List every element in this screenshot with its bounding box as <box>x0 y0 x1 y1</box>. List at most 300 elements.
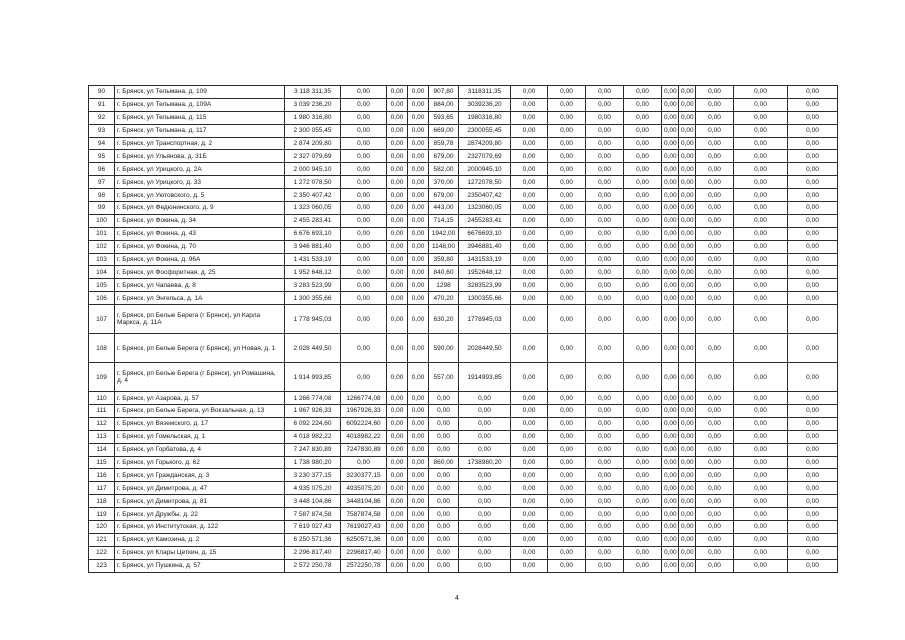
value-cell: 3448104,86 <box>341 495 387 508</box>
value-cell: 0,00 <box>511 240 548 253</box>
value-cell: 0,00 <box>586 392 624 405</box>
value-cell: 0,00 <box>387 456 408 469</box>
row-number-cell: 102 <box>89 240 115 253</box>
value-cell: 0,00 <box>696 98 734 111</box>
value-cell: 0,00 <box>387 189 408 202</box>
value-cell: 0,00 <box>679 430 696 443</box>
address-cell: г. Брянск, ул Камозина, д. 2 <box>115 533 285 546</box>
value-cell: 0,00 <box>548 202 586 215</box>
value-cell: 0,00 <box>408 482 429 495</box>
value-cell: 0,00 <box>511 86 548 99</box>
address-cell: г. Брянск, рп Белые Берега (г Брянск), ул Карла Маркса, д. 11А <box>115 305 285 334</box>
value-cell: 1323060,05 <box>459 202 511 215</box>
value-cell: 0,00 <box>387 334 408 363</box>
value-cell: 0,00 <box>788 469 838 482</box>
table-row <box>89 266 838 279</box>
value-cell: 0,00 <box>408 86 429 99</box>
table-row <box>89 227 838 240</box>
value-cell: 6250571,36 <box>341 533 387 546</box>
value-cell: 7247830,89 <box>341 443 387 456</box>
address-cell: г. Брянск, ул Уютовского, д. 5 <box>115 189 285 202</box>
value-cell: 0,00 <box>387 430 408 443</box>
value-cell: 0,00 <box>696 305 734 334</box>
value-cell: 0,00 <box>788 334 838 363</box>
value-cell: 0,00 <box>788 266 838 279</box>
value-cell: 470,20 <box>429 292 459 305</box>
address-cell: г. Брянск, ул Чапаева, д. 8 <box>115 279 285 292</box>
value-cell: 0,00 <box>387 508 408 521</box>
value-cell: 3 118 311,35 <box>285 86 341 99</box>
value-cell: 0,00 <box>586 124 624 137</box>
value-cell: 0,00 <box>408 266 429 279</box>
value-cell: 3 039 236,20 <box>285 98 341 111</box>
value-cell: 2000945,10 <box>459 163 511 176</box>
row-number-cell: 106 <box>89 292 115 305</box>
address-cell: г. Брянск, ул Транспортная, д. 2 <box>115 137 285 150</box>
address-cell: г. Брянск, ул Тельмана, д. 117 <box>115 124 285 137</box>
value-cell: 0,00 <box>548 227 586 240</box>
address-cell: г. Брянск, рп Белые Берега, ул Вокзальная, д. 13 <box>115 405 285 418</box>
value-cell: 0,00 <box>662 546 679 559</box>
value-cell: 0,00 <box>788 482 838 495</box>
value-cell: 0,00 <box>387 266 408 279</box>
value-cell: 0,00 <box>624 111 662 124</box>
value-cell: 0,00 <box>662 189 679 202</box>
value-cell: 0,00 <box>696 533 734 546</box>
value-cell: 0,00 <box>511 111 548 124</box>
value-cell: 0,00 <box>624 150 662 163</box>
value-cell: 0,00 <box>679 456 696 469</box>
value-cell: 0,00 <box>408 334 429 363</box>
value-cell: 0,00 <box>387 124 408 137</box>
value-cell: 0,00 <box>696 214 734 227</box>
row-number-cell: 108 <box>89 334 115 363</box>
table-row <box>89 137 838 150</box>
value-cell: 0,00 <box>734 98 788 111</box>
value-cell: 0,00 <box>511 124 548 137</box>
value-cell: 0,00 <box>679 189 696 202</box>
value-cell: 0,00 <box>511 227 548 240</box>
value-cell: 0,00 <box>734 334 788 363</box>
value-cell: 0,00 <box>341 163 387 176</box>
value-cell: 0,00 <box>788 279 838 292</box>
value-cell: 0,00 <box>788 124 838 137</box>
value-cell: 0,00 <box>662 495 679 508</box>
table-row <box>89 392 838 405</box>
value-cell: 0,00 <box>429 443 459 456</box>
value-cell: 0,00 <box>459 495 511 508</box>
value-cell: 6676693,10 <box>459 227 511 240</box>
value-cell: 0,00 <box>408 546 429 559</box>
value-cell: 3039236,20 <box>459 98 511 111</box>
value-cell: 1942,00 <box>429 227 459 240</box>
value-cell: 0,00 <box>586 111 624 124</box>
value-cell: 0,00 <box>459 417 511 430</box>
value-cell: 0,00 <box>548 443 586 456</box>
value-cell: 0,00 <box>548 266 586 279</box>
value-cell: 0,00 <box>788 227 838 240</box>
value-cell: 590,00 <box>429 334 459 363</box>
value-cell: 0,00 <box>511 137 548 150</box>
value-cell: 0,00 <box>662 124 679 137</box>
value-cell: 0,00 <box>586 292 624 305</box>
value-cell: 0,00 <box>511 334 548 363</box>
value-cell: 0,00 <box>679 305 696 334</box>
value-cell: 0,00 <box>734 266 788 279</box>
value-cell: 0,00 <box>408 469 429 482</box>
value-cell: 0,00 <box>662 469 679 482</box>
value-cell: 0,00 <box>408 253 429 266</box>
value-cell: 0,00 <box>511 521 548 534</box>
value-cell: 0,00 <box>511 533 548 546</box>
value-cell: 0,00 <box>387 305 408 334</box>
value-cell: 0,00 <box>511 163 548 176</box>
value-cell: 0,00 <box>586 495 624 508</box>
value-cell: 0,00 <box>387 405 408 418</box>
value-cell: 0,00 <box>624 305 662 334</box>
value-cell: 0,00 <box>586 559 624 572</box>
value-cell: 0,00 <box>429 482 459 495</box>
value-cell: 0,00 <box>662 305 679 334</box>
value-cell: 0,00 <box>511 546 548 559</box>
value-cell: 4935075,20 <box>341 482 387 495</box>
value-cell: 0,00 <box>511 279 548 292</box>
value-cell: 0,00 <box>679 521 696 534</box>
value-cell: 0,00 <box>341 124 387 137</box>
value-cell: 0,00 <box>586 546 624 559</box>
value-cell: 0,00 <box>734 240 788 253</box>
value-cell: 2455283,41 <box>459 214 511 227</box>
value-cell: 0,00 <box>788 417 838 430</box>
value-cell: 0,00 <box>696 176 734 189</box>
value-cell: 0,00 <box>586 482 624 495</box>
value-cell: 0,00 <box>662 521 679 534</box>
value-cell: 0,00 <box>734 508 788 521</box>
row-number-cell: 104 <box>89 266 115 279</box>
value-cell: 1 266 774,08 <box>285 392 341 405</box>
address-cell: г. Брянск, ул Энгельса, д. 1А <box>115 292 285 305</box>
value-cell: 0,00 <box>679 334 696 363</box>
value-cell: 0,00 <box>662 430 679 443</box>
value-cell: 0,00 <box>734 392 788 405</box>
value-cell: 2 350 407,42 <box>285 189 341 202</box>
value-cell: 0,00 <box>548 124 586 137</box>
value-cell: 0,00 <box>734 176 788 189</box>
value-cell: 0,00 <box>679 253 696 266</box>
value-cell: 0,00 <box>548 546 586 559</box>
value-cell: 0,00 <box>408 559 429 572</box>
value-cell: 0,00 <box>408 240 429 253</box>
value-cell: 0,00 <box>586 334 624 363</box>
value-cell: 0,00 <box>679 163 696 176</box>
value-cell: 0,00 <box>387 392 408 405</box>
value-cell: 0,00 <box>788 495 838 508</box>
table-row <box>89 405 838 418</box>
row-number-cell: 120 <box>89 521 115 534</box>
value-cell: 630,20 <box>429 305 459 334</box>
value-cell: 0,00 <box>586 150 624 163</box>
value-cell: 370,00 <box>429 176 459 189</box>
value-cell: 0,00 <box>696 150 734 163</box>
value-cell: 0,00 <box>511 253 548 266</box>
value-cell: 0,00 <box>679 86 696 99</box>
value-cell: 0,00 <box>429 392 459 405</box>
value-cell: 3230377,15 <box>341 469 387 482</box>
value-cell: 0,00 <box>341 227 387 240</box>
value-cell: 0,00 <box>624 266 662 279</box>
value-cell: 0,00 <box>459 508 511 521</box>
value-cell: 0,00 <box>734 137 788 150</box>
value-cell: 0,00 <box>788 392 838 405</box>
value-cell: 0,00 <box>734 227 788 240</box>
value-cell: 6 092 224,60 <box>285 417 341 430</box>
row-number-cell: 94 <box>89 137 115 150</box>
value-cell: 0,00 <box>734 253 788 266</box>
value-cell: 0,00 <box>586 189 624 202</box>
table-row <box>89 189 838 202</box>
value-cell: 0,00 <box>734 546 788 559</box>
value-cell: 0,00 <box>511 202 548 215</box>
value-cell: 0,00 <box>679 240 696 253</box>
value-cell: 0,00 <box>548 176 586 189</box>
value-cell: 0,00 <box>548 292 586 305</box>
value-cell: 0,00 <box>387 214 408 227</box>
value-cell: 0,00 <box>586 163 624 176</box>
value-cell: 0,00 <box>548 508 586 521</box>
value-cell: 0,00 <box>387 546 408 559</box>
value-cell: 0,00 <box>624 98 662 111</box>
value-cell: 2350407,42 <box>459 189 511 202</box>
value-cell: 0,00 <box>624 137 662 150</box>
row-number-cell: 122 <box>89 546 115 559</box>
value-cell: 0,00 <box>788 150 838 163</box>
value-cell: 0,00 <box>387 137 408 150</box>
value-cell: 0,00 <box>511 559 548 572</box>
value-cell: 0,00 <box>679 176 696 189</box>
value-cell: 4 935 075,20 <box>285 482 341 495</box>
address-cell: г. Брянск, ул Гражданская, д. 3 <box>115 469 285 482</box>
value-cell: 0,00 <box>387 176 408 189</box>
value-cell: 0,00 <box>548 417 586 430</box>
value-cell: 0,00 <box>624 253 662 266</box>
address-cell: г. Брянск, ул Димитрова, д. 81 <box>115 495 285 508</box>
value-cell: 0,00 <box>387 521 408 534</box>
value-cell: 0,00 <box>696 495 734 508</box>
value-cell: 0,00 <box>586 443 624 456</box>
address-cell: г. Брянск, ул Фокина, д. 34 <box>115 214 285 227</box>
value-cell: 0,00 <box>548 98 586 111</box>
table-row <box>89 279 838 292</box>
value-cell: 0,00 <box>548 279 586 292</box>
value-cell: 0,00 <box>788 163 838 176</box>
value-cell: 0,00 <box>511 495 548 508</box>
value-cell: 0,00 <box>586 430 624 443</box>
value-cell: 0,00 <box>679 266 696 279</box>
value-cell: 1967926,33 <box>341 405 387 418</box>
address-cell: г. Брянск, ул Урицкого, д. 2А <box>115 163 285 176</box>
value-cell: 0,00 <box>662 456 679 469</box>
value-cell: 0,00 <box>662 111 679 124</box>
value-cell: 0,00 <box>788 546 838 559</box>
value-cell: 0,00 <box>341 214 387 227</box>
value-cell: 679,00 <box>429 189 459 202</box>
value-cell: 7619027,43 <box>341 521 387 534</box>
value-cell: 0,00 <box>662 417 679 430</box>
value-cell: 0,00 <box>679 482 696 495</box>
value-cell: 0,00 <box>586 305 624 334</box>
value-cell: 0,00 <box>429 469 459 482</box>
value-cell: 0,00 <box>734 292 788 305</box>
value-cell: 0,00 <box>408 417 429 430</box>
value-cell: 0,00 <box>624 86 662 99</box>
value-cell: 0,00 <box>734 150 788 163</box>
value-cell: 0,00 <box>624 214 662 227</box>
value-cell: 0,00 <box>459 469 511 482</box>
row-number-cell: 97 <box>89 176 115 189</box>
value-cell: 2 572 250,78 <box>285 559 341 572</box>
value-cell: 0,00 <box>788 111 838 124</box>
value-cell: 0,00 <box>548 363 586 392</box>
value-cell: 2 000 945,10 <box>285 163 341 176</box>
value-cell: 1 272 078,50 <box>285 176 341 189</box>
value-cell: 0,00 <box>624 482 662 495</box>
value-cell: 0,00 <box>511 443 548 456</box>
table-row <box>89 430 838 443</box>
value-cell: 0,00 <box>734 482 788 495</box>
value-cell: 0,00 <box>734 405 788 418</box>
value-cell: 0,00 <box>662 150 679 163</box>
value-cell: 0,00 <box>341 111 387 124</box>
value-cell: 0,00 <box>586 86 624 99</box>
value-cell: 0,00 <box>459 392 511 405</box>
value-cell: 0,00 <box>679 405 696 418</box>
value-cell: 0,00 <box>429 559 459 572</box>
address-cell: г. Брянск, ул Клары Цеткин, д. 15 <box>115 546 285 559</box>
table-row <box>89 176 838 189</box>
value-cell: 0,00 <box>387 495 408 508</box>
address-cell: г. Брянск, ул Тельмана, д. 109 <box>115 86 285 99</box>
value-cell: 0,00 <box>341 334 387 363</box>
value-cell: 0,00 <box>662 405 679 418</box>
value-cell: 0,00 <box>788 521 838 534</box>
value-cell: 0,00 <box>341 305 387 334</box>
value-cell: 0,00 <box>696 456 734 469</box>
value-cell: 0,00 <box>696 392 734 405</box>
value-cell: 2 874 209,80 <box>285 137 341 150</box>
value-cell: 0,00 <box>734 124 788 137</box>
value-cell: 0,00 <box>662 163 679 176</box>
value-cell: 0,00 <box>696 86 734 99</box>
value-cell: 0,00 <box>511 98 548 111</box>
value-cell: 1 431 533,19 <box>285 253 341 266</box>
value-cell: 0,00 <box>586 240 624 253</box>
value-cell: 0,00 <box>679 533 696 546</box>
value-cell: 1 967 926,33 <box>285 405 341 418</box>
value-cell: 0,00 <box>679 292 696 305</box>
value-cell: 0,00 <box>679 417 696 430</box>
value-cell: 3 946 881,40 <box>285 240 341 253</box>
value-cell: 3 230 377,15 <box>285 469 341 482</box>
value-cell: 359,80 <box>429 253 459 266</box>
value-cell: 0,00 <box>511 363 548 392</box>
table-row <box>89 546 838 559</box>
value-cell: 0,00 <box>788 363 838 392</box>
value-cell: 0,00 <box>548 150 586 163</box>
value-cell: 0,00 <box>341 363 387 392</box>
value-cell: 0,00 <box>429 533 459 546</box>
value-cell: 0,00 <box>586 253 624 266</box>
value-cell: 0,00 <box>586 137 624 150</box>
value-cell: 0,00 <box>387 240 408 253</box>
value-cell: 0,00 <box>459 521 511 534</box>
value-cell: 0,00 <box>624 176 662 189</box>
value-cell: 0,00 <box>788 189 838 202</box>
value-cell: 0,00 <box>662 292 679 305</box>
value-cell: 669,00 <box>429 124 459 137</box>
value-cell: 0,00 <box>696 137 734 150</box>
value-cell: 0,00 <box>734 456 788 469</box>
value-cell: 1 738 980,20 <box>285 456 341 469</box>
value-cell: 884,00 <box>429 98 459 111</box>
value-cell: 0,00 <box>511 508 548 521</box>
value-cell: 1 952 648,12 <box>285 266 341 279</box>
table-row <box>89 559 838 572</box>
row-number-cell: 116 <box>89 469 115 482</box>
value-cell: 0,00 <box>408 214 429 227</box>
value-cell: 0,00 <box>624 521 662 534</box>
value-cell: 0,00 <box>459 405 511 418</box>
row-number-cell: 115 <box>89 456 115 469</box>
value-cell: 0,00 <box>341 240 387 253</box>
row-number-cell: 101 <box>89 227 115 240</box>
value-cell: 0,00 <box>662 363 679 392</box>
value-cell: 0,00 <box>387 86 408 99</box>
address-cell: г. Брянск, ул Ульянова, д. 31Б <box>115 150 285 163</box>
value-cell: 0,00 <box>459 443 511 456</box>
value-cell: 0,00 <box>662 214 679 227</box>
value-cell: 0,00 <box>679 111 696 124</box>
address-cell: г. Брянск, рп Белые Берега (г Брянск), ул Ромашина, д. 4 <box>115 363 285 392</box>
value-cell: 0,00 <box>624 405 662 418</box>
value-cell: 2327079,69 <box>459 150 511 163</box>
value-cell: 1431533,19 <box>459 253 511 266</box>
value-cell: 714,15 <box>429 214 459 227</box>
value-cell: 0,00 <box>696 521 734 534</box>
value-cell: 1 323 060,05 <box>285 202 341 215</box>
value-cell: 0,00 <box>624 189 662 202</box>
value-cell: 0,00 <box>387 469 408 482</box>
value-cell: 0,00 <box>387 163 408 176</box>
value-cell: 0,00 <box>387 227 408 240</box>
value-cell: 0,00 <box>696 124 734 137</box>
value-cell: 0,00 <box>408 533 429 546</box>
table-row <box>89 305 838 334</box>
value-cell: 0,00 <box>548 111 586 124</box>
table-row <box>89 292 838 305</box>
value-cell: 1778945,03 <box>459 305 511 334</box>
value-cell: 2572250,78 <box>341 559 387 572</box>
value-cell: 0,00 <box>408 495 429 508</box>
address-cell: г. Брянск, ул Тельмана, д. 115 <box>115 111 285 124</box>
value-cell: 0,00 <box>624 469 662 482</box>
address-cell: г. Брянск, ул Фокина, д. 43 <box>115 227 285 240</box>
value-cell: 0,00 <box>511 292 548 305</box>
value-cell: 0,00 <box>429 430 459 443</box>
value-cell: 6 676 693,10 <box>285 227 341 240</box>
value-cell: 0,00 <box>408 124 429 137</box>
row-number-cell: 118 <box>89 495 115 508</box>
value-cell: 4 018 982,22 <box>285 430 341 443</box>
